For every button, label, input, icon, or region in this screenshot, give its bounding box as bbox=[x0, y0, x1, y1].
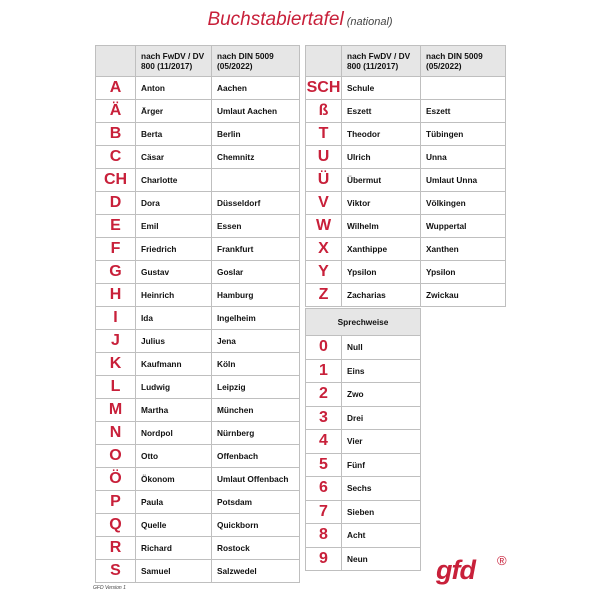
fwdv-word-cell: Eszett bbox=[342, 100, 421, 123]
table-row bbox=[306, 215, 506, 238]
letter-cell: J bbox=[96, 330, 136, 353]
table-row bbox=[306, 477, 421, 501]
gfd-logo: gfd bbox=[436, 555, 475, 585]
letter-cell: Ü bbox=[306, 169, 342, 192]
table-row bbox=[96, 192, 300, 215]
fwdv-word-cell: Gustav bbox=[136, 261, 212, 284]
din-word-cell: Quickborn bbox=[212, 514, 300, 537]
din-word-cell: Ingelheim bbox=[212, 307, 300, 330]
fwdv-word-cell: Ulrich bbox=[342, 146, 421, 169]
letter-cell: Ö bbox=[96, 468, 136, 491]
din-word-cell bbox=[421, 77, 506, 100]
version-note: GFD Version 1 bbox=[93, 585, 126, 591]
digit-cell: 1 bbox=[306, 359, 342, 383]
fwdv-word-cell: Wilhelm bbox=[342, 215, 421, 238]
fwdv-word-cell: Übermut bbox=[342, 169, 421, 192]
din-word-cell: Tübingen bbox=[421, 123, 506, 146]
din-word-cell: Frankfurt bbox=[212, 238, 300, 261]
fwdv-word-cell: Berta bbox=[136, 123, 212, 146]
letter-cell: CH bbox=[96, 169, 136, 192]
digit-word-cell: Acht bbox=[342, 524, 421, 548]
letter-cell: F bbox=[96, 238, 136, 261]
digit-cell: 6 bbox=[306, 477, 342, 501]
letter-cell: Ä bbox=[96, 100, 136, 123]
fwdv-word-cell: Viktor bbox=[342, 192, 421, 215]
digit-cell: 8 bbox=[306, 524, 342, 548]
table-row bbox=[96, 77, 300, 100]
letter-cell: H bbox=[96, 284, 136, 307]
letter-cell: V bbox=[306, 192, 342, 215]
din-word-cell: Offenbach bbox=[212, 445, 300, 468]
din-word-cell: Umlaut Aachen bbox=[212, 100, 300, 123]
digit-cell: 3 bbox=[306, 406, 342, 430]
fwdv-word-cell: Heinrich bbox=[136, 284, 212, 307]
table-row bbox=[306, 146, 506, 169]
table-row bbox=[306, 192, 506, 215]
letter-cell: O bbox=[96, 445, 136, 468]
digit-word-cell: Sechs bbox=[342, 477, 421, 501]
din-word-cell: Nürnberg bbox=[212, 422, 300, 445]
digits-table bbox=[305, 308, 421, 571]
table-row bbox=[306, 100, 506, 123]
table-row bbox=[96, 537, 300, 560]
table-row bbox=[306, 261, 506, 284]
header-sprechweise: Sprechweise bbox=[306, 309, 421, 336]
table-row bbox=[96, 123, 300, 146]
header-fwdv: nach FwDV / DV 800 (11/2017) bbox=[342, 46, 421, 77]
din-word-cell: Wuppertal bbox=[421, 215, 506, 238]
letter-cell: G bbox=[96, 261, 136, 284]
din-word-cell: Köln bbox=[212, 353, 300, 376]
din-word-cell: Umlaut Offenbach bbox=[212, 468, 300, 491]
letter-cell: L bbox=[96, 376, 136, 399]
header-din: nach DIN 5009 (05/2022) bbox=[421, 46, 506, 77]
din-word-cell: Chemnitz bbox=[212, 146, 300, 169]
letter-cell: U bbox=[306, 146, 342, 169]
fwdv-word-cell: Xanthippe bbox=[342, 238, 421, 261]
table-row bbox=[96, 284, 300, 307]
din-word-cell: Leipzig bbox=[212, 376, 300, 399]
table-row bbox=[96, 261, 300, 284]
digit-word-cell: Sieben bbox=[342, 500, 421, 524]
table-row bbox=[96, 238, 300, 261]
header-corner bbox=[96, 46, 136, 77]
fwdv-word-cell: Ludwig bbox=[136, 376, 212, 399]
table-row bbox=[306, 406, 421, 430]
fwdv-word-cell: Ökonom bbox=[136, 468, 212, 491]
letter-cell: Q bbox=[96, 514, 136, 537]
table-row bbox=[306, 524, 421, 548]
din-word-cell: Hamburg bbox=[212, 284, 300, 307]
fwdv-word-cell: Richard bbox=[136, 537, 212, 560]
letter-cell: Y bbox=[306, 261, 342, 284]
table-row bbox=[306, 284, 506, 307]
table-row bbox=[96, 560, 300, 583]
fwdv-word-cell: Samuel bbox=[136, 560, 212, 583]
din-word-cell: Völkingen bbox=[421, 192, 506, 215]
title-subtitle: (national) bbox=[346, 16, 393, 28]
fwdv-word-cell: Paula bbox=[136, 491, 212, 514]
digit-cell: 4 bbox=[306, 430, 342, 454]
din-word-cell: Düsseldorf bbox=[212, 192, 300, 215]
header-din: nach DIN 5009 (05/2022) bbox=[212, 46, 300, 77]
letter-cell: Z bbox=[306, 284, 342, 307]
header-fwdv: nach FwDV / DV 800 (11/2017) bbox=[136, 46, 212, 77]
digit-cell: 9 bbox=[306, 547, 342, 571]
table-row bbox=[306, 77, 506, 100]
table-row bbox=[96, 353, 300, 376]
table-row bbox=[96, 468, 300, 491]
din-word-cell: Potsdam bbox=[212, 491, 300, 514]
letter-cell: ß bbox=[306, 100, 342, 123]
fwdv-word-cell: Emil bbox=[136, 215, 212, 238]
letter-cell: M bbox=[96, 399, 136, 422]
table-row bbox=[306, 169, 506, 192]
table-row bbox=[96, 215, 300, 238]
table-row bbox=[96, 376, 300, 399]
letter-cell: K bbox=[96, 353, 136, 376]
digit-cell: 7 bbox=[306, 500, 342, 524]
digit-word-cell: Zwo bbox=[342, 383, 421, 407]
table-row bbox=[96, 491, 300, 514]
letter-cell: D bbox=[96, 192, 136, 215]
title-main: Buchstabiertafel bbox=[207, 9, 344, 30]
din-word-cell bbox=[212, 169, 300, 192]
header-corner bbox=[306, 46, 342, 77]
fwdv-word-cell: Schule bbox=[342, 77, 421, 100]
fwdv-word-cell: Quelle bbox=[136, 514, 212, 537]
digit-word-cell: Drei bbox=[342, 406, 421, 430]
fwdv-word-cell: Kaufmann bbox=[136, 353, 212, 376]
fwdv-word-cell: Anton bbox=[136, 77, 212, 100]
digit-cell: 5 bbox=[306, 453, 342, 477]
digit-word-cell: Vier bbox=[342, 430, 421, 454]
letter-cell: T bbox=[306, 123, 342, 146]
letter-cell: W bbox=[306, 215, 342, 238]
fwdv-word-cell: Nordpol bbox=[136, 422, 212, 445]
din-word-cell: Essen bbox=[212, 215, 300, 238]
fwdv-word-cell: Zacharias bbox=[342, 284, 421, 307]
table-row bbox=[96, 169, 300, 192]
digit-word-cell: Eins bbox=[342, 359, 421, 383]
table-row bbox=[96, 514, 300, 537]
table-row bbox=[306, 500, 421, 524]
fwdv-word-cell: Ida bbox=[136, 307, 212, 330]
din-word-cell: Goslar bbox=[212, 261, 300, 284]
fwdv-word-cell: Martha bbox=[136, 399, 212, 422]
din-word-cell: Salzwedel bbox=[212, 560, 300, 583]
table-row bbox=[96, 146, 300, 169]
letter-cell: SCH bbox=[306, 77, 342, 100]
fwdv-word-cell: Ärger bbox=[136, 100, 212, 123]
letter-cell: X bbox=[306, 238, 342, 261]
table-row bbox=[96, 100, 300, 123]
din-word-cell: Jena bbox=[212, 330, 300, 353]
letter-cell: N bbox=[96, 422, 136, 445]
spelling-table-left bbox=[95, 45, 300, 583]
fwdv-word-cell: Otto bbox=[136, 445, 212, 468]
table-row bbox=[306, 123, 506, 146]
table-row bbox=[306, 453, 421, 477]
table-row bbox=[306, 430, 421, 454]
letter-cell: R bbox=[96, 537, 136, 560]
spelling-table-right bbox=[305, 45, 506, 307]
din-word-cell: Umlaut Unna bbox=[421, 169, 506, 192]
din-word-cell: Xanthen bbox=[421, 238, 506, 261]
din-word-cell: Ypsilon bbox=[421, 261, 506, 284]
table-row bbox=[306, 383, 421, 407]
din-word-cell: Berlin bbox=[212, 123, 300, 146]
digit-word-cell: Null bbox=[342, 336, 421, 360]
letter-cell: S bbox=[96, 560, 136, 583]
fwdv-word-cell: Cäsar bbox=[136, 146, 212, 169]
table-row bbox=[96, 330, 300, 353]
digit-cell: 2 bbox=[306, 383, 342, 407]
registered-mark: ® bbox=[497, 553, 507, 568]
fwdv-word-cell: Ypsilon bbox=[342, 261, 421, 284]
din-word-cell: Rostock bbox=[212, 537, 300, 560]
table-row bbox=[96, 307, 300, 330]
fwdv-word-cell: Theodor bbox=[342, 123, 421, 146]
letter-cell: A bbox=[96, 77, 136, 100]
din-word-cell: Eszett bbox=[421, 100, 506, 123]
letter-cell: I bbox=[96, 307, 136, 330]
fwdv-word-cell: Julius bbox=[136, 330, 212, 353]
din-word-cell: Aachen bbox=[212, 77, 300, 100]
din-word-cell: Unna bbox=[421, 146, 506, 169]
letter-cell: C bbox=[96, 146, 136, 169]
din-word-cell: Zwickau bbox=[421, 284, 506, 307]
table-row bbox=[96, 399, 300, 422]
table-row bbox=[96, 422, 300, 445]
letter-cell: E bbox=[96, 215, 136, 238]
fwdv-word-cell: Friedrich bbox=[136, 238, 212, 261]
digit-word-cell: Fünf bbox=[342, 453, 421, 477]
table-row bbox=[306, 238, 506, 261]
fwdv-word-cell: Dora bbox=[136, 192, 212, 215]
table-row bbox=[96, 445, 300, 468]
digit-cell: 0 bbox=[306, 336, 342, 360]
table-row bbox=[306, 359, 421, 383]
digit-word-cell: Neun bbox=[342, 547, 421, 571]
din-word-cell: München bbox=[212, 399, 300, 422]
fwdv-word-cell: Charlotte bbox=[136, 169, 212, 192]
table-row bbox=[306, 547, 421, 571]
letter-cell: B bbox=[96, 123, 136, 146]
letter-cell: P bbox=[96, 491, 136, 514]
page-title bbox=[0, 9, 600, 31]
table-row bbox=[306, 336, 421, 360]
